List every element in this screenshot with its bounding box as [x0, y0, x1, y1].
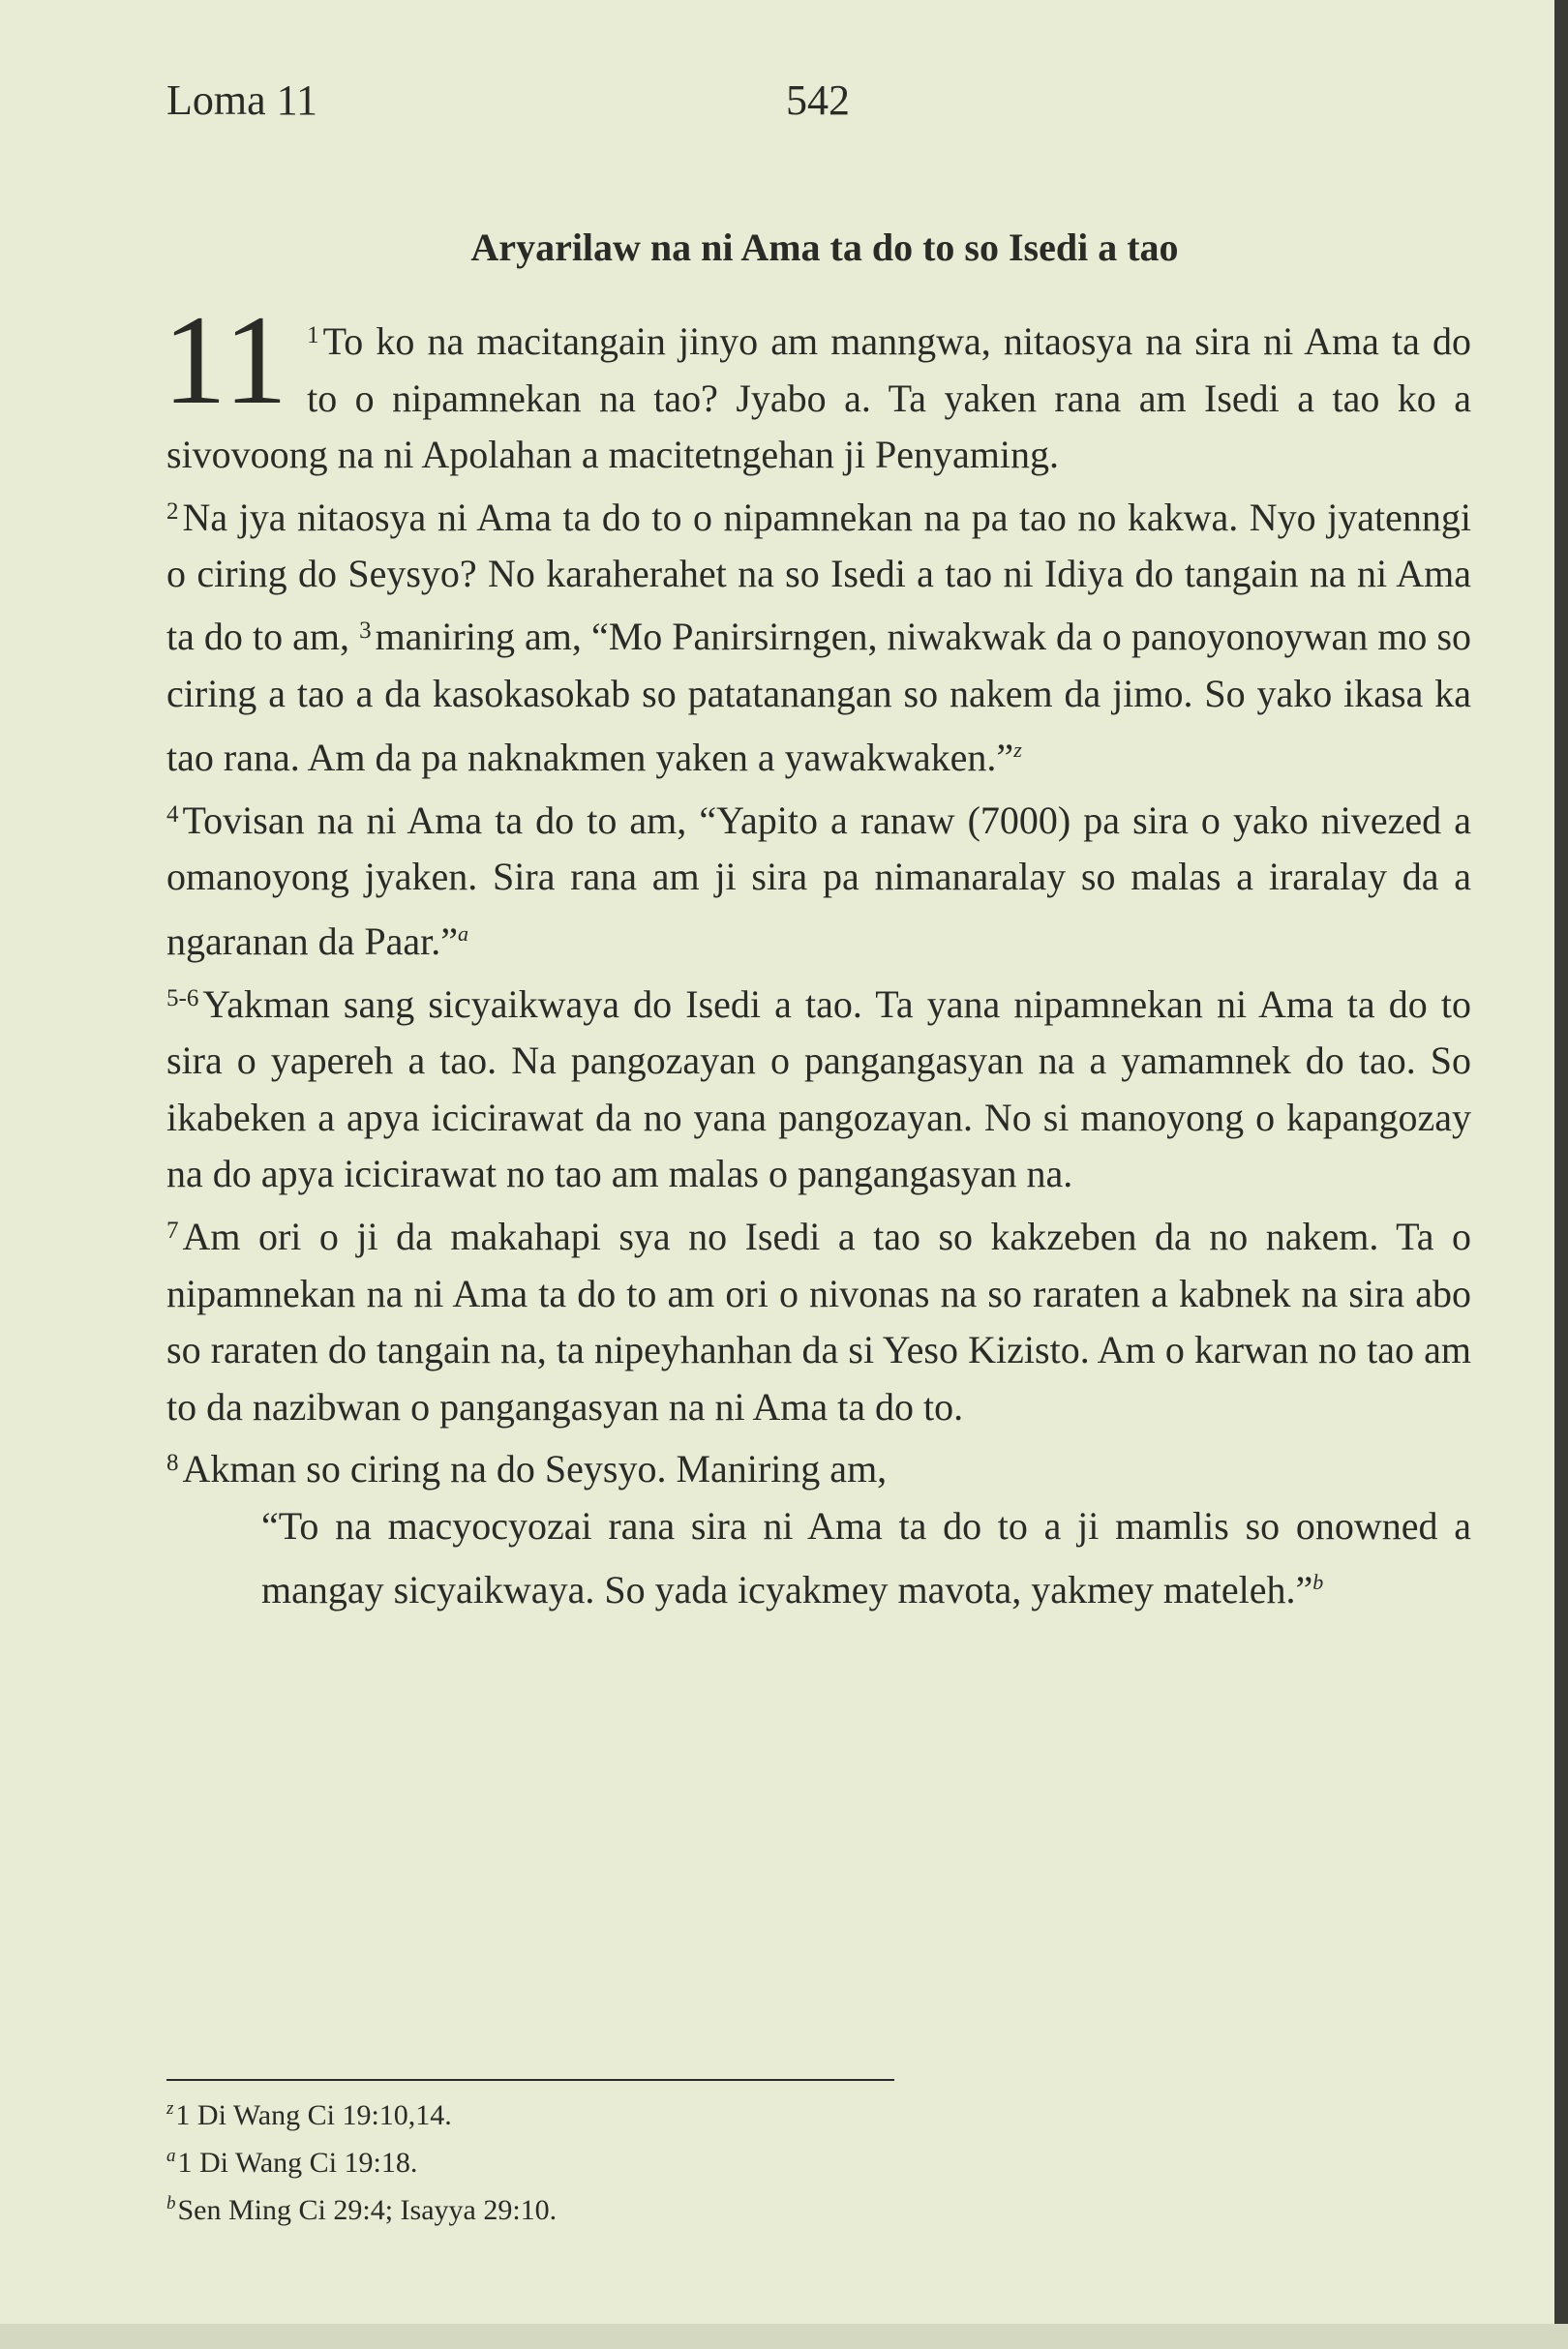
- verse-number: 1: [307, 322, 319, 348]
- footnote-mark: z: [166, 2098, 174, 2119]
- verse-text: Akman so ciring na do Seysyo. Maniring am,: [182, 1447, 888, 1491]
- footnote-mark: a: [166, 2146, 176, 2166]
- verse-text: Na jya nitaosya ni Ama ta do to o nipamnekan na pa tao no kakwa. Nyo jyatenngi o ciring do Seysyo? No karaherahet na so Isedi a tao ni Idiya do tangain na ni Ama ta do to am,: [166, 495, 1471, 658]
- paragraph-verse-8: [166, 1435, 1471, 1498]
- paragraph-verse-2-3: [166, 484, 1471, 787]
- footnote-reference[interactable]: a: [457, 920, 468, 946]
- footnote-text: 1 Di Wang Ci 19:10,14.: [175, 2099, 452, 2131]
- verse-text: Yakman sang sicyaikwaya do Isedi a tao. Ta yana nipamnekan ni Ama ta do to sira o yapereh a tao. Na pangozayan o pangangasyan na a yamamnek do tao. So ikabeken a apya icicirawat da no yana pangozayan. No si manoyong o kapangozay na do apya icicirawat no tao am malas o pangangasyan na.: [166, 981, 1471, 1196]
- footnote-item: [166, 2089, 941, 2136]
- scripture-text: [163, 288, 1472, 1619]
- footnote-divider: [166, 2079, 894, 2081]
- verse-text: Tovisan na ni Ama ta do to am, “Yapito a ranaw (7000) pa sira o yako nivezed a omanoyong jyaken. Sira rana am ji sira pa nimanaralay so malas a iraralay da a ngaranan da Paar.”: [166, 798, 1471, 963]
- footnote-text: Sen Ming Ci 29:4; Isayya 29:10.: [177, 2194, 558, 2226]
- paragraph-verse-5-6: [166, 971, 1471, 1203]
- footnote-item: [166, 2183, 941, 2231]
- quote-text: “To na macyocyozai rana sira ni Ama ta do to a ji mamlis so onowned a mangay sicyaikwaya. So yada icyakmey mavota, yakmey mateleh.”: [261, 1503, 1471, 1612]
- verse-number: 4: [166, 800, 179, 828]
- footnote-reference[interactable]: b: [1312, 1570, 1324, 1595]
- verse-text: Am ori o ji da makahapi sya no Isedi a tao so kakzeben da no nakem. Ta o nipamnekan na ni Ama ta do to am ori o nivonas na so raraten a kabnek na sira abo so raraten do tangain na, ta nipeyhanhan da si Yeso Kizisto. Am o karwan no tao am to da nazibwan o pangangasyan na ni Ama ta do to.: [166, 1214, 1471, 1429]
- verse-number: 8: [166, 1450, 179, 1477]
- paragraph-verse-4: [166, 787, 1471, 971]
- page-bottom-margin: [0, 2324, 1568, 2349]
- verse-number: 2: [166, 497, 179, 525]
- paragraph-verse-7: [166, 1203, 1471, 1435]
- verse-number: 5-6: [166, 984, 199, 1011]
- footnotes: [166, 2089, 941, 2231]
- page-edge: [1554, 0, 1568, 2349]
- footnote-item: [166, 2136, 941, 2183]
- paragraph-verse-1: [163, 288, 1471, 484]
- verse-number: 3: [359, 617, 372, 644]
- book-chapter-label: Loma 11: [166, 76, 317, 124]
- footnote-text: 1 Di Wang Ci 19:18.: [177, 2147, 418, 2179]
- section-title: Aryarilaw na ni Ama ta do to so Isedi a tao: [470, 226, 1179, 269]
- block-quote: [166, 1498, 1471, 1619]
- running-header: [166, 75, 1328, 134]
- verse-text: To ko na macitangain jinyo am manngwa, nitaosya na sira ni Ama ta do to o nipamnekan na tao? Jyabo a. Ta yaken rana am Isedi a tao ko a sivovoong na ni Apolahan a macitetngehan ji Penyaming.: [166, 319, 1471, 477]
- footnote-reference[interactable]: z: [1013, 738, 1022, 763]
- verse-number: 7: [166, 1217, 179, 1244]
- chapter-number: 11: [163, 288, 290, 431]
- verse-text: maniring am, “Mo Panirsirngen, niwakwak da o panoyonoywan mo so ciring a tao a da kasokasokab so patatanangan so nakem da jimo. So yako ikasa ka tao rana. Am da pa naknakmen yaken a yawakwaken.”: [166, 614, 1472, 780]
- page-number: 542: [786, 76, 850, 124]
- footnote-mark: b: [166, 2193, 176, 2213]
